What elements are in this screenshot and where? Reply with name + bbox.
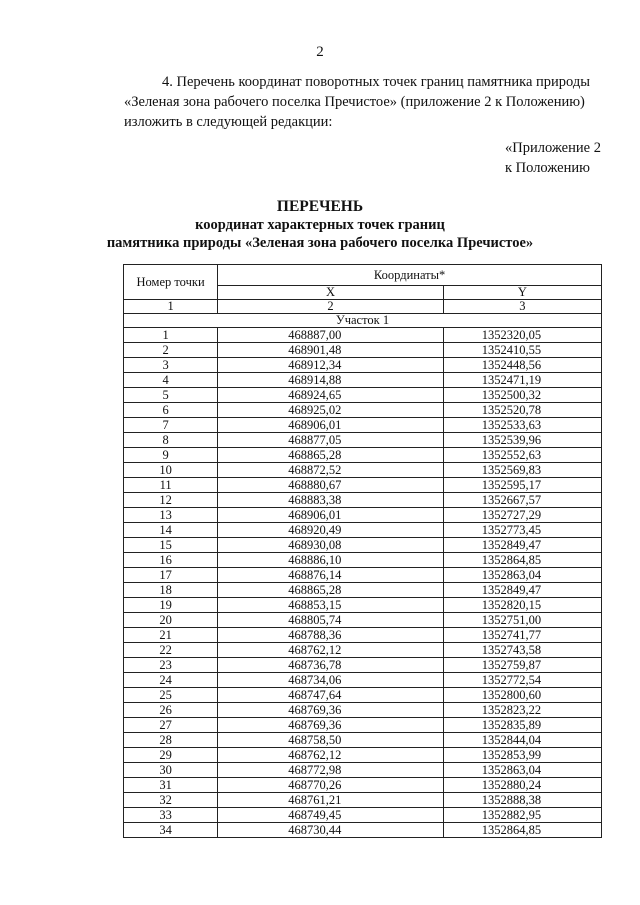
point-number-cell: 5	[124, 388, 218, 403]
x-coordinate-cell: 468788,36	[218, 628, 444, 643]
x-coordinate-cell: 468906,01	[218, 418, 444, 433]
point-number-cell: 23	[124, 658, 218, 673]
point-number-cell: 19	[124, 598, 218, 613]
header-y: Y	[443, 286, 601, 300]
y-coordinate-cell: 1352835,89	[443, 718, 601, 733]
point-number-cell: 8	[124, 433, 218, 448]
y-coordinate-cell: 1352823,22	[443, 703, 601, 718]
table-row	[124, 718, 602, 733]
y-coordinate-cell: 1352849,47	[443, 583, 601, 598]
point-number-cell: 29	[124, 748, 218, 763]
table-row	[124, 433, 602, 448]
table-row	[124, 373, 602, 388]
header-x: X	[218, 286, 444, 300]
y-coordinate-cell: 1352520,78	[443, 403, 601, 418]
page-number: 2	[316, 44, 324, 60]
table-row	[124, 823, 602, 838]
x-coordinate-cell: 468880,67	[218, 478, 444, 493]
x-coordinate-cell: 468736,78	[218, 658, 444, 673]
document-subtitle-2: памятника природы «Зеленая зона рабочего поселка Пречистое»	[106, 235, 534, 251]
table-row	[124, 688, 602, 703]
point-number-cell: 26	[124, 703, 218, 718]
point-number-cell: 28	[124, 733, 218, 748]
y-coordinate-cell: 1352410,55	[443, 343, 601, 358]
paragraph-line-1: 4. Перечень координат поворотных точек границ памятника природы	[162, 74, 590, 90]
x-coordinate-cell: 468906,01	[218, 508, 444, 523]
point-number-cell: 4	[124, 373, 218, 388]
point-number-cell: 14	[124, 523, 218, 538]
x-coordinate-cell: 468747,64	[218, 688, 444, 703]
y-coordinate-cell: 1352849,47	[443, 538, 601, 553]
y-coordinate-cell: 1352844,04	[443, 733, 601, 748]
table-column-index-row	[124, 300, 602, 314]
y-coordinate-cell: 1352759,87	[443, 658, 601, 673]
x-coordinate-cell: 468901,48	[218, 343, 444, 358]
table-row	[124, 388, 602, 403]
y-coordinate-cell: 1352773,45	[443, 523, 601, 538]
table-row	[124, 703, 602, 718]
x-coordinate-cell: 468758,50	[218, 733, 444, 748]
point-number-cell: 34	[124, 823, 218, 838]
point-number-cell: 25	[124, 688, 218, 703]
table-row	[124, 793, 602, 808]
x-coordinate-cell: 468925,02	[218, 403, 444, 418]
table-row	[124, 523, 602, 538]
document-subtitle-1: координат характерных точек границ	[195, 217, 445, 233]
x-coordinate-cell: 468730,44	[218, 823, 444, 838]
point-number-cell: 10	[124, 463, 218, 478]
x-coordinate-cell: 468877,05	[218, 433, 444, 448]
x-coordinate-cell: 468805,74	[218, 613, 444, 628]
x-coordinate-cell: 468769,36	[218, 703, 444, 718]
header-point-number: Номер точки	[124, 265, 218, 300]
y-coordinate-cell: 1352800,60	[443, 688, 601, 703]
x-coordinate-cell: 468920,49	[218, 523, 444, 538]
table-row	[124, 553, 602, 568]
paragraph-line-2: «Зеленая зона рабочего поселка Пречистое» (приложение 2 к Положению)	[124, 94, 585, 110]
x-coordinate-cell: 468872,52	[218, 463, 444, 478]
point-number-cell: 7	[124, 418, 218, 433]
point-number-cell: 30	[124, 763, 218, 778]
document-title: ПЕРЕЧЕНЬ	[276, 198, 364, 215]
table-row	[124, 763, 602, 778]
y-coordinate-cell: 1352471,19	[443, 373, 601, 388]
table-row	[124, 673, 602, 688]
x-coordinate-cell: 468761,21	[218, 793, 444, 808]
x-coordinate-cell: 468930,08	[218, 538, 444, 553]
table-row	[124, 328, 602, 343]
table-row	[124, 808, 602, 823]
x-coordinate-cell: 468865,28	[218, 583, 444, 598]
point-number-cell: 9	[124, 448, 218, 463]
table-row	[124, 478, 602, 493]
point-number-cell: 15	[124, 538, 218, 553]
point-number-cell: 2	[124, 343, 218, 358]
column-index-3: 3	[443, 300, 601, 314]
y-coordinate-cell: 1352533,63	[443, 418, 601, 433]
point-number-cell: 3	[124, 358, 218, 373]
table-row	[124, 583, 602, 598]
x-coordinate-cell: 468883,38	[218, 493, 444, 508]
point-number-cell: 6	[124, 403, 218, 418]
appendix-line-2: к Положению	[505, 160, 590, 176]
point-number-cell: 33	[124, 808, 218, 823]
y-coordinate-cell: 1352727,29	[443, 508, 601, 523]
table-header-row	[124, 265, 602, 286]
y-coordinate-cell: 1352569,83	[443, 463, 601, 478]
body-paragraph	[124, 72, 598, 132]
table-row	[124, 493, 602, 508]
y-coordinate-cell: 1352863,04	[443, 763, 601, 778]
y-coordinate-cell: 1352751,00	[443, 613, 601, 628]
column-index-2: 2	[218, 300, 444, 314]
x-coordinate-cell: 468734,06	[218, 673, 444, 688]
y-coordinate-cell: 1352448,56	[443, 358, 601, 373]
point-number-cell: 16	[124, 553, 218, 568]
point-number-cell: 11	[124, 478, 218, 493]
header-coordinates: Координаты*	[218, 265, 602, 286]
y-coordinate-cell: 1352743,58	[443, 643, 601, 658]
y-coordinate-cell: 1352595,17	[443, 478, 601, 493]
point-number-cell: 1	[124, 328, 218, 343]
y-coordinate-cell: 1352882,95	[443, 808, 601, 823]
table-row	[124, 748, 602, 763]
table-row	[124, 508, 602, 523]
table-row	[124, 358, 602, 373]
y-coordinate-cell: 1352853,99	[443, 748, 601, 763]
table-row	[124, 403, 602, 418]
coordinates-table	[123, 264, 602, 838]
paragraph-line-3: изложить в следующей редакции:	[124, 114, 333, 130]
point-number-cell: 24	[124, 673, 218, 688]
table-row	[124, 448, 602, 463]
x-coordinate-cell: 468865,28	[218, 448, 444, 463]
point-number-cell: 31	[124, 778, 218, 793]
point-number-cell: 13	[124, 508, 218, 523]
x-coordinate-cell: 468772,98	[218, 763, 444, 778]
table-row	[124, 628, 602, 643]
y-coordinate-cell: 1352500,32	[443, 388, 601, 403]
y-coordinate-cell: 1352667,57	[443, 493, 601, 508]
y-coordinate-cell: 1352864,85	[443, 553, 601, 568]
point-number-cell: 22	[124, 643, 218, 658]
table-row	[124, 613, 602, 628]
point-number-cell: 20	[124, 613, 218, 628]
table-row	[124, 538, 602, 553]
table-row	[124, 463, 602, 478]
y-coordinate-cell: 1352552,63	[443, 448, 601, 463]
x-coordinate-cell: 468770,26	[218, 778, 444, 793]
table-row	[124, 778, 602, 793]
y-coordinate-cell: 1352539,96	[443, 433, 601, 448]
y-coordinate-cell: 1352864,85	[443, 823, 601, 838]
x-coordinate-cell: 468853,15	[218, 598, 444, 613]
x-coordinate-cell: 468762,12	[218, 643, 444, 658]
table-row	[124, 568, 602, 583]
point-number-cell: 21	[124, 628, 218, 643]
table-row	[124, 343, 602, 358]
x-coordinate-cell: 468924,65	[218, 388, 444, 403]
x-coordinate-cell: 468914,88	[218, 373, 444, 388]
point-number-cell: 32	[124, 793, 218, 808]
table-row	[124, 658, 602, 673]
x-coordinate-cell: 468762,12	[218, 748, 444, 763]
y-coordinate-cell: 1352741,77	[443, 628, 601, 643]
appendix-reference	[505, 138, 601, 178]
x-coordinate-cell: 468887,00	[218, 328, 444, 343]
column-index-1: 1	[124, 300, 218, 314]
y-coordinate-cell: 1352880,24	[443, 778, 601, 793]
table-row	[124, 643, 602, 658]
x-coordinate-cell: 468769,36	[218, 718, 444, 733]
x-coordinate-cell: 468886,10	[218, 553, 444, 568]
point-number-cell: 27	[124, 718, 218, 733]
table-row	[124, 733, 602, 748]
document-title-block	[0, 197, 640, 252]
point-number-cell: 17	[124, 568, 218, 583]
table-row	[124, 418, 602, 433]
point-number-cell: 12	[124, 493, 218, 508]
x-coordinate-cell: 468876,14	[218, 568, 444, 583]
x-coordinate-cell: 468912,34	[218, 358, 444, 373]
y-coordinate-cell: 1352772,54	[443, 673, 601, 688]
y-coordinate-cell: 1352863,04	[443, 568, 601, 583]
y-coordinate-cell: 1352820,15	[443, 598, 601, 613]
table-row	[124, 598, 602, 613]
y-coordinate-cell: 1352320,05	[443, 328, 601, 343]
point-number-cell: 18	[124, 583, 218, 598]
section-label: Участок 1	[124, 314, 602, 328]
x-coordinate-cell: 468749,45	[218, 808, 444, 823]
y-coordinate-cell: 1352888,38	[443, 793, 601, 808]
appendix-line-1: «Приложение 2	[505, 140, 601, 156]
section-row	[124, 314, 602, 328]
